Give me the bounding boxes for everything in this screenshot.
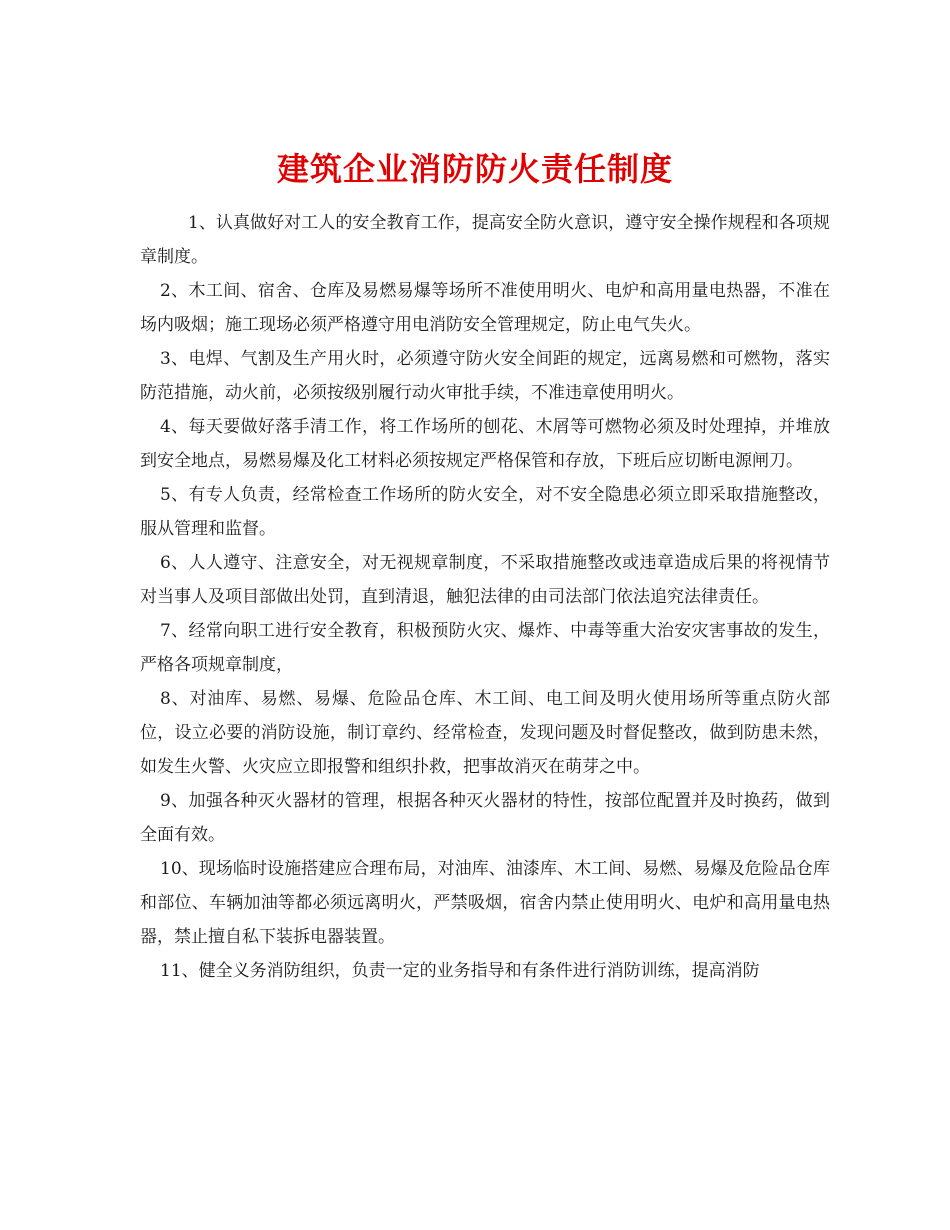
paragraph-4: 4、每天要做好落手清工作，将工作场所的刨花、木屑等可燃物必须及时处理掉，并堆放到安全地点，易燃易爆及化工材料必须按规定严格保管和存放，下班后应切断电源闸刀。 — [140, 417, 830, 471]
paragraph-8: 8、对油库、易燃、易爆、危险品仓库、木工间、电工间及明火使用场所等重点防火部位，设立必要的消防设施，制订章约、经常检查，发现问题及时督促整改，做到防患未然，如发生火警、火灾应立即报警和组织扑救，把事故消灭在萌芽之中。 — [140, 689, 830, 777]
paragraph-5: 5、有专人负责，经常检查工作场所的防火安全，对不安全隐患必须立即采取措施整改，服从管理和监督。 — [140, 485, 830, 539]
paragraph-7: 7、经常向职工进行安全教育，积极预防火灾、爆炸、中毒等重大治安灾害事故的发生，严格各项规章制度， — [140, 621, 830, 675]
paragraph-1: 1、认真做好对工人的安全教育工作，提高安全防火意识，遵守安全操作规程和各项规章制度。 — [140, 213, 830, 267]
paragraph-10: 10、现场临时设施搭建应合理布局，对油库、油漆库、木工间、易燃、易爆及危险品仓库和部位、车辆加油等都必须远离明火，严禁吸烟，宿舍内禁止使用明火、电炉和高用量电热器，禁止擅自私下装拆电器装置。 — [140, 859, 830, 947]
document-title: 建筑企业消防防火责任制度 — [276, 150, 673, 189]
paragraph-11: 11、健全义务消防组织，负责一定的业务指导和有条件进行消防训练，提高消防 — [160, 961, 760, 981]
paragraph-9: 9、加强各种灭火器材的管理，根据各种灭火器材的特性，按部位配置并及时换药，做到全面有效。 — [140, 791, 830, 845]
document-body — [140, 206, 830, 988]
paragraph-6: 6、人人遵守、注意安全，对无视规章制度，不采取措施整改或违章造成后果的将视情节对当事人及项目部做出处罚，直到清退，触犯法律的由司法部门依法追究法律责任。 — [140, 553, 830, 607]
paragraph-3: 3、电焊、气割及生产用火时，必须遵守防火安全间距的规定，远离易燃和可燃物，落实防范措施，动火前，必须按级别履行动火审批手续，不准违章使用明火。 — [140, 349, 830, 403]
paragraph-2: 2、木工间、宿舍、仓库及易燃易爆等场所不准使用明火、电炉和高用量电热器，不准在场内吸烟；施工现场必须严格遵守用电消防安全管理规定，防止电气失火。 — [140, 281, 830, 335]
